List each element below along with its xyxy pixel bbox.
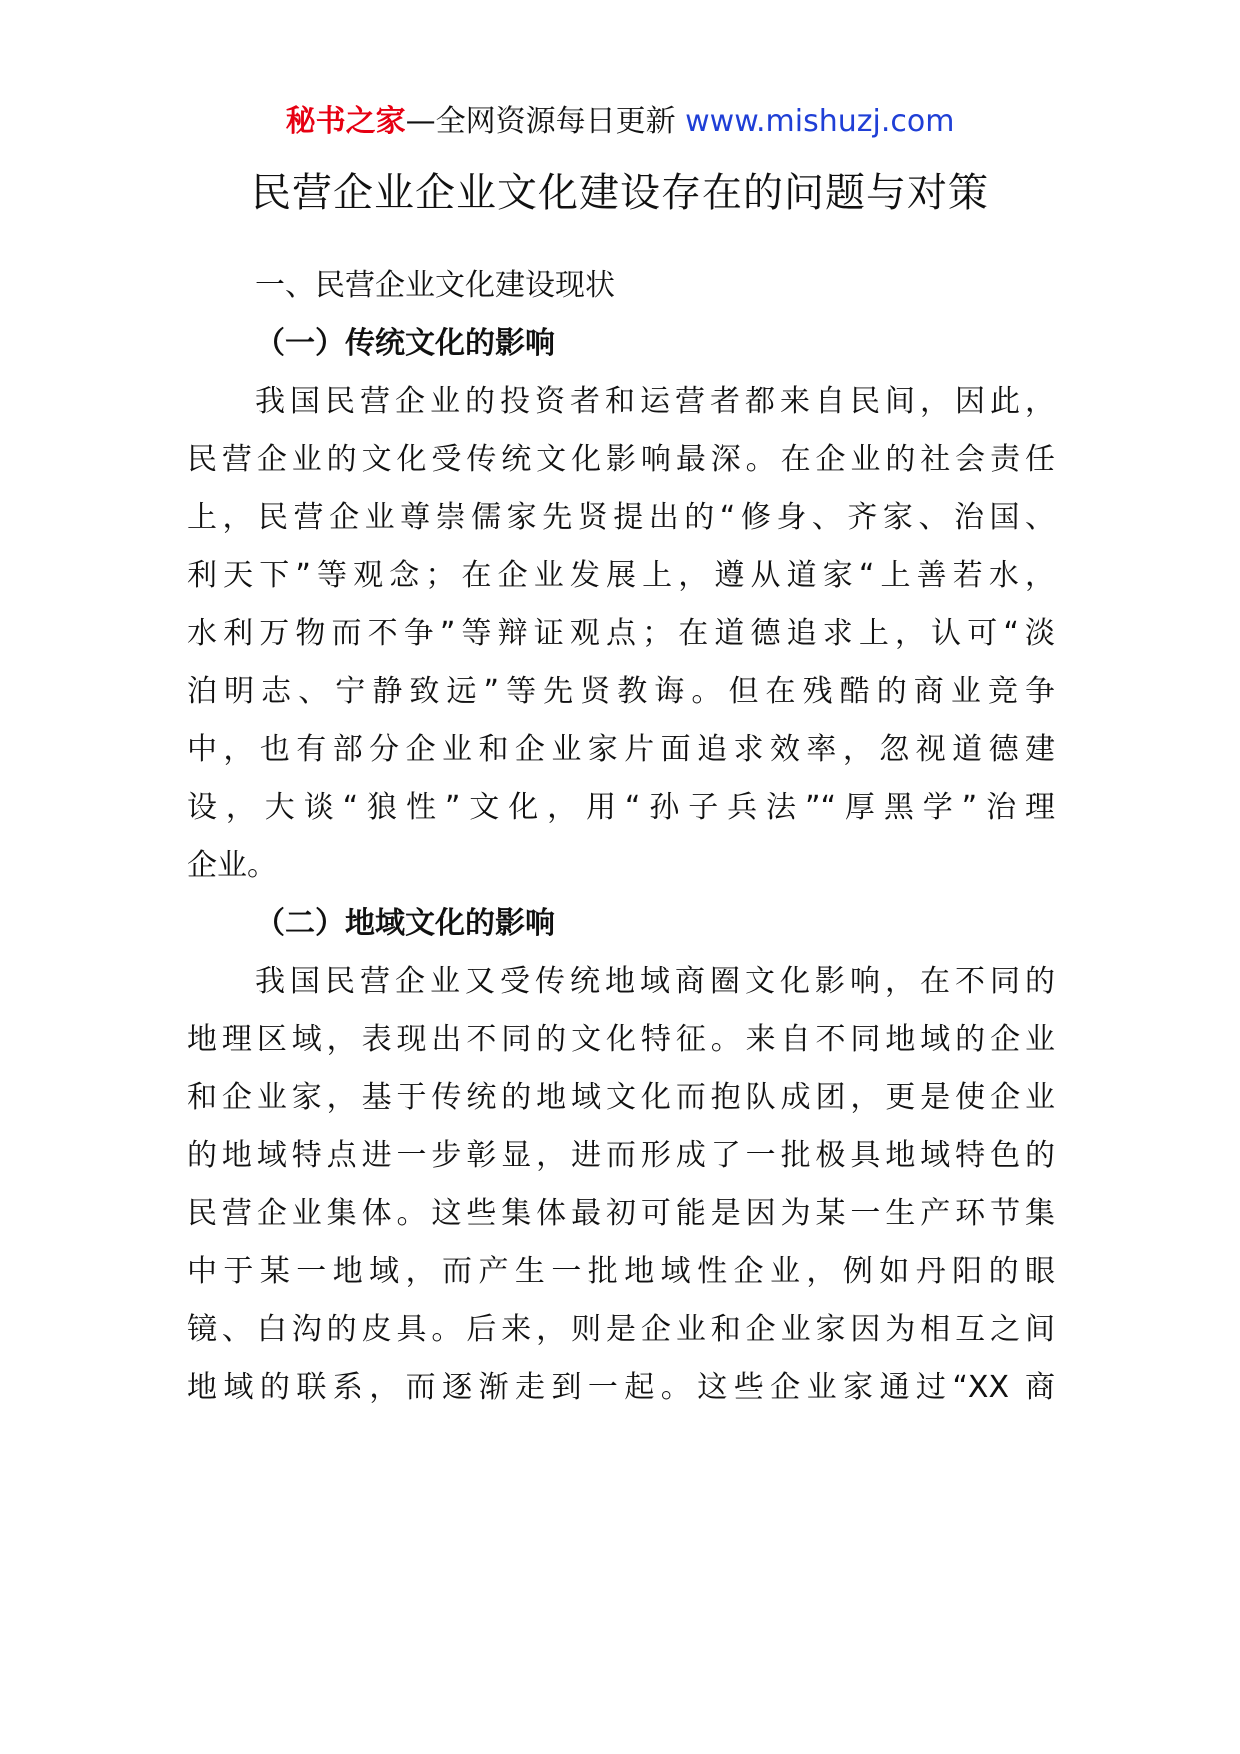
paragraph-line: 企业。	[187, 848, 277, 883]
paragraph-line: 镜、白沟的皮具。后来，则是企业和企业家因为相互之间	[187, 1312, 1055, 1347]
paragraph-line: 中于某一地域，而产生一批地域性企业，例如丹阳的眼	[187, 1254, 1055, 1289]
paragraph-line: 上，民营企业尊崇儒家先贤提出的“修身、齐家、治国、	[187, 500, 1055, 535]
paragraph-line: 水利万物而不争”等辩证观点；在道德追求上，认可“淡	[187, 616, 1055, 651]
paragraph-line: 设，大谈“狼性”文化，用“孙子兵法”“厚黑学”治理	[187, 790, 1055, 825]
paragraph-line: 和企业家，基于传统的地域文化而抱队成团，更是使企业	[187, 1080, 1055, 1115]
paragraph-line: 中，也有部分企业和企业家片面追求效率，忽视道德建	[187, 732, 1055, 767]
paragraph-line: 我国民营企业的投资者和运营者都来自民间，因此，	[255, 384, 1055, 419]
subsection-heading-1: （一）传统文化的影响	[255, 326, 555, 361]
paragraph-line: 泊明志、宁静致远”等先贤教诲。但在残酷的商业竞争	[187, 674, 1055, 709]
site-brand: 秘书之家	[285, 104, 406, 139]
paragraph-line: 我国民营企业又受传统地域商圈文化影响，在不同的	[255, 964, 1055, 999]
document-title: 民营企业企业文化建设存在的问题与对策	[251, 170, 989, 216]
paragraph-line: 利天下”等观念；在企业发展上，遵从道家“上善若水，	[187, 558, 1055, 593]
paragraph-line: 民营企业集体。这些集体最初可能是因为某一生产环节集	[187, 1196, 1055, 1231]
site-url-link[interactable]: www.mishuzj.com	[685, 104, 955, 139]
paragraph-line: 民营企业的文化受传统文化影响最深。在企业的社会责任	[187, 442, 1055, 477]
paragraph-line: 地理区域，表现出不同的文化特征。来自不同地域的企业	[187, 1022, 1055, 1057]
section-heading: 一、民营企业文化建设现状	[255, 268, 615, 303]
site-slogan: —全网资源每日更新	[405, 104, 676, 139]
site-header	[0, 100, 1240, 144]
subsection-heading-2: （二）地域文化的影响	[255, 906, 555, 941]
paragraph-line: 地域的联系，而逐渐走到一起。这些企业家通过“XX 商	[187, 1370, 1055, 1405]
paragraph-line: 的地域特点进一步彰显，进而形成了一批极具地域特色的	[187, 1138, 1055, 1173]
